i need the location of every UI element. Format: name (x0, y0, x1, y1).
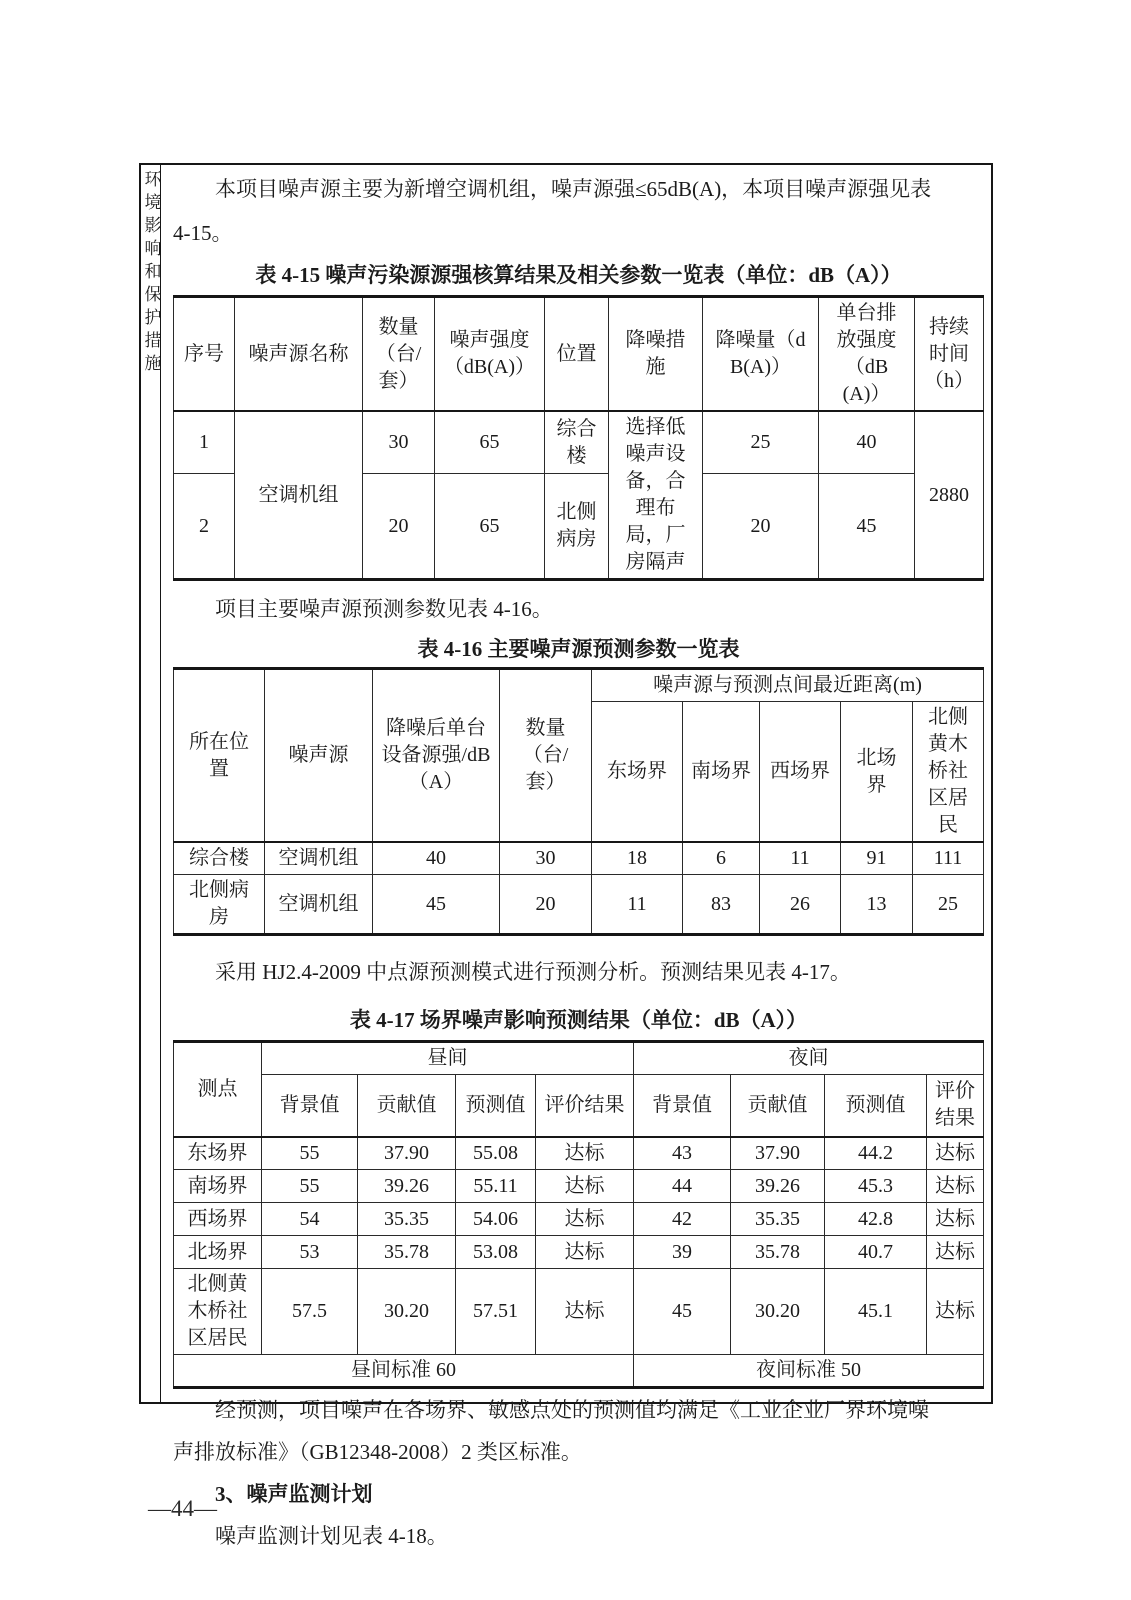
column-header: 西场界 (760, 702, 841, 843)
column-group-header: 噪声源与预测点间最近距离(m) (592, 669, 984, 702)
main-content (161, 165, 996, 1548)
table-cell: 35.35 (358, 1203, 456, 1236)
table-4-16 (173, 667, 984, 936)
column-header: 北侧黄木桥社区居民 (913, 702, 984, 843)
table-cell: 35.78 (358, 1236, 456, 1269)
table-cell: 6 (683, 842, 760, 875)
table-cell: 13 (841, 875, 913, 935)
table-cell: 39.26 (731, 1170, 825, 1203)
sidebar-column (141, 165, 161, 1402)
table-cell: 20 (703, 474, 819, 580)
intro-paragraph-line2: 4-15。 (173, 221, 233, 245)
table-cell: 达标 (536, 1137, 634, 1170)
table-cell: 45 (634, 1269, 731, 1355)
table-cell: 91 (841, 842, 913, 875)
table-cell: 25 (703, 411, 819, 474)
table-cell: 37.90 (731, 1137, 825, 1170)
table-cell: 37.90 (358, 1137, 456, 1170)
night-standard-cell: 夜间标准 50 (634, 1355, 984, 1388)
column-header: 预测值 (456, 1075, 536, 1137)
table-cell: 达标 (536, 1236, 634, 1269)
column-group-header-night: 夜间 (634, 1042, 984, 1075)
table-cell: 空调机组 (265, 842, 373, 875)
table-cell: 达标 (927, 1269, 984, 1355)
table-cell: 达标 (927, 1170, 984, 1203)
table-cell: 57.5 (262, 1269, 358, 1355)
see-table-16-paragraph: 项目主要噪声源预测参数见表 4-16。 (215, 597, 553, 621)
table-cell: 53.08 (456, 1236, 536, 1269)
table-4-17-header-group-row (174, 1042, 984, 1075)
table-row (174, 1137, 984, 1170)
table-cell-merged: 空调机组 (235, 411, 363, 580)
conclusion-line2: 声排放标准》（GB12348-2008）2 类区标准。 (173, 1440, 582, 1464)
column-header: 降噪量（dB(A)） (703, 297, 819, 412)
table-cell: 39 (634, 1236, 731, 1269)
column-header: 数量（台/套） (363, 297, 435, 412)
column-header: 北场界 (841, 702, 913, 843)
table-cell: 43 (634, 1137, 731, 1170)
table-cell: 达标 (927, 1137, 984, 1170)
table-cell: 30.20 (731, 1269, 825, 1355)
table-cell: 53 (262, 1236, 358, 1269)
column-header: 噪声强度（dB(A)） (435, 297, 545, 412)
table-cell: 达标 (536, 1269, 634, 1355)
table-cell: 北侧病房 (545, 474, 609, 580)
table-cell: 55.08 (456, 1137, 536, 1170)
table-cell: 北侧黄木桥社区居民 (174, 1269, 262, 1355)
table-cell: 1 (174, 411, 235, 474)
column-header: 数量（台/套） (500, 669, 592, 843)
table-cell-merged: 2880 (915, 411, 984, 580)
column-header: 背景值 (634, 1075, 731, 1137)
column-header: 背景值 (262, 1075, 358, 1137)
table-row (174, 842, 984, 875)
table-cell: 18 (592, 842, 683, 875)
table-cell: 42.8 (825, 1203, 927, 1236)
table-cell: 55.11 (456, 1170, 536, 1203)
table-cell: 35.35 (731, 1203, 825, 1236)
table-4-15-header-row (174, 297, 984, 412)
table-4-16-title: 表 4-16 主要噪声源预测参数一览表 (417, 637, 740, 661)
table-cell: 达标 (927, 1203, 984, 1236)
table-cell: 综合楼 (545, 411, 609, 474)
table-cell-merged: 选择低噪声设备，合理布局，厂房隔声 (609, 411, 703, 580)
column-header: 东场界 (592, 702, 683, 843)
table-4-15 (173, 295, 984, 581)
table-cell: 55 (262, 1137, 358, 1170)
table-cell: 2 (174, 474, 235, 580)
table-row (174, 1236, 984, 1269)
monitor-see-paragraph: 噪声监测计划见表 4-18。 (215, 1524, 448, 1548)
table-cell: 达标 (536, 1203, 634, 1236)
table-cell: 30.20 (358, 1269, 456, 1355)
table-cell: 83 (683, 875, 760, 935)
column-header: 评价结果 (536, 1075, 634, 1137)
day-standard-cell: 昼间标准 60 (174, 1355, 634, 1388)
table-cell: 44 (634, 1170, 731, 1203)
table-cell: 45 (373, 875, 500, 935)
column-header: 降噪措施 (609, 297, 703, 412)
table-row (174, 875, 984, 935)
table-cell: 44.2 (825, 1137, 927, 1170)
column-header: 位置 (545, 297, 609, 412)
column-header: 所在位置 (174, 669, 265, 843)
table-cell: 北场界 (174, 1236, 262, 1269)
table-cell: 54.06 (456, 1203, 536, 1236)
column-header: 序号 (174, 297, 235, 412)
column-header: 单台排放强度（dB(A)） (819, 297, 915, 412)
table-cell: 达标 (927, 1236, 984, 1269)
table-cell: 30 (363, 411, 435, 474)
table-cell: 40 (819, 411, 915, 474)
table-cell: 45 (819, 474, 915, 580)
column-header: 噪声源名称 (235, 297, 363, 412)
table-cell: 11 (760, 842, 841, 875)
sidebar-vertical-label: 环境影响和保护措施 (141, 170, 161, 377)
table-cell: 40.7 (825, 1236, 927, 1269)
table-cell: 42 (634, 1203, 731, 1236)
column-header: 贡献值 (731, 1075, 825, 1137)
column-header: 预测值 (825, 1075, 927, 1137)
table-cell: 26 (760, 875, 841, 935)
table-4-17-standard-row (174, 1355, 984, 1388)
column-header: 贡献值 (358, 1075, 456, 1137)
table-cell: 北侧病房 (174, 875, 265, 935)
table-cell: 东场界 (174, 1137, 262, 1170)
table-cell: 111 (913, 842, 984, 875)
table-cell: 综合楼 (174, 842, 265, 875)
intro-paragraph-line1: 本项目噪声源主要为新增空调机组，噪声源强≤65dB(A)，本项目噪声源强见表 (215, 177, 932, 201)
table-cell: 南场界 (174, 1170, 262, 1203)
table-cell: 45.1 (825, 1269, 927, 1355)
table-cell: 54 (262, 1203, 358, 1236)
table-4-17-title: 表 4-17 场界噪声影响预测结果（单位：dB（A）） (349, 1008, 808, 1032)
monitor-plan-heading: 3、噪声监测计划 (215, 1482, 373, 1506)
column-header: 降噪后单台设备源强/dB（A） (373, 669, 500, 843)
table-cell: 达标 (536, 1170, 634, 1203)
column-header: 持续时间（h） (915, 297, 984, 412)
table-4-17-header-row (174, 1075, 984, 1137)
page-number: —44— (148, 1496, 217, 1521)
column-header: 噪声源 (265, 669, 373, 843)
table-row (174, 1170, 984, 1203)
table-cell: 45.3 (825, 1170, 927, 1203)
table-cell: 57.51 (456, 1269, 536, 1355)
table-cell: 11 (592, 875, 683, 935)
table-row (174, 1203, 984, 1236)
prediction-model-paragraph: 采用 HJ2.4-2009 中点源预测模式进行预测分析。预测结果见表 4-17。 (215, 960, 851, 984)
table-4-16-header-group-row (174, 669, 984, 702)
table-cell: 25 (913, 875, 984, 935)
column-header: 南场界 (683, 702, 760, 843)
column-header: 测点 (174, 1042, 262, 1137)
table-cell: 30 (500, 842, 592, 875)
table-cell: 65 (435, 474, 545, 580)
column-group-header-day: 昼间 (262, 1042, 634, 1075)
content-border-box (139, 163, 993, 1548)
table-cell: 35.78 (731, 1236, 825, 1269)
table-row (174, 1269, 984, 1355)
table-cell: 55 (262, 1170, 358, 1203)
table-4-17 (173, 1040, 984, 1389)
table-cell: 西场界 (174, 1203, 262, 1236)
table-cell: 20 (363, 474, 435, 580)
conclusion-line1: 经预测，项目噪声在各场界、敏感点处的预测值均满足《工业企业厂界环境噪 (215, 1398, 929, 1422)
table-row (174, 411, 984, 474)
table-4-15-title: 表 4-15 噪声污染源源强核算结果及相关参数一览表（单位：dB（A）） (255, 263, 902, 287)
table-cell: 39.26 (358, 1170, 456, 1203)
table-cell: 20 (500, 875, 592, 935)
table-cell: 65 (435, 411, 545, 474)
column-header: 评价结果 (927, 1075, 984, 1137)
table-cell: 40 (373, 842, 500, 875)
table-cell: 空调机组 (265, 875, 373, 935)
